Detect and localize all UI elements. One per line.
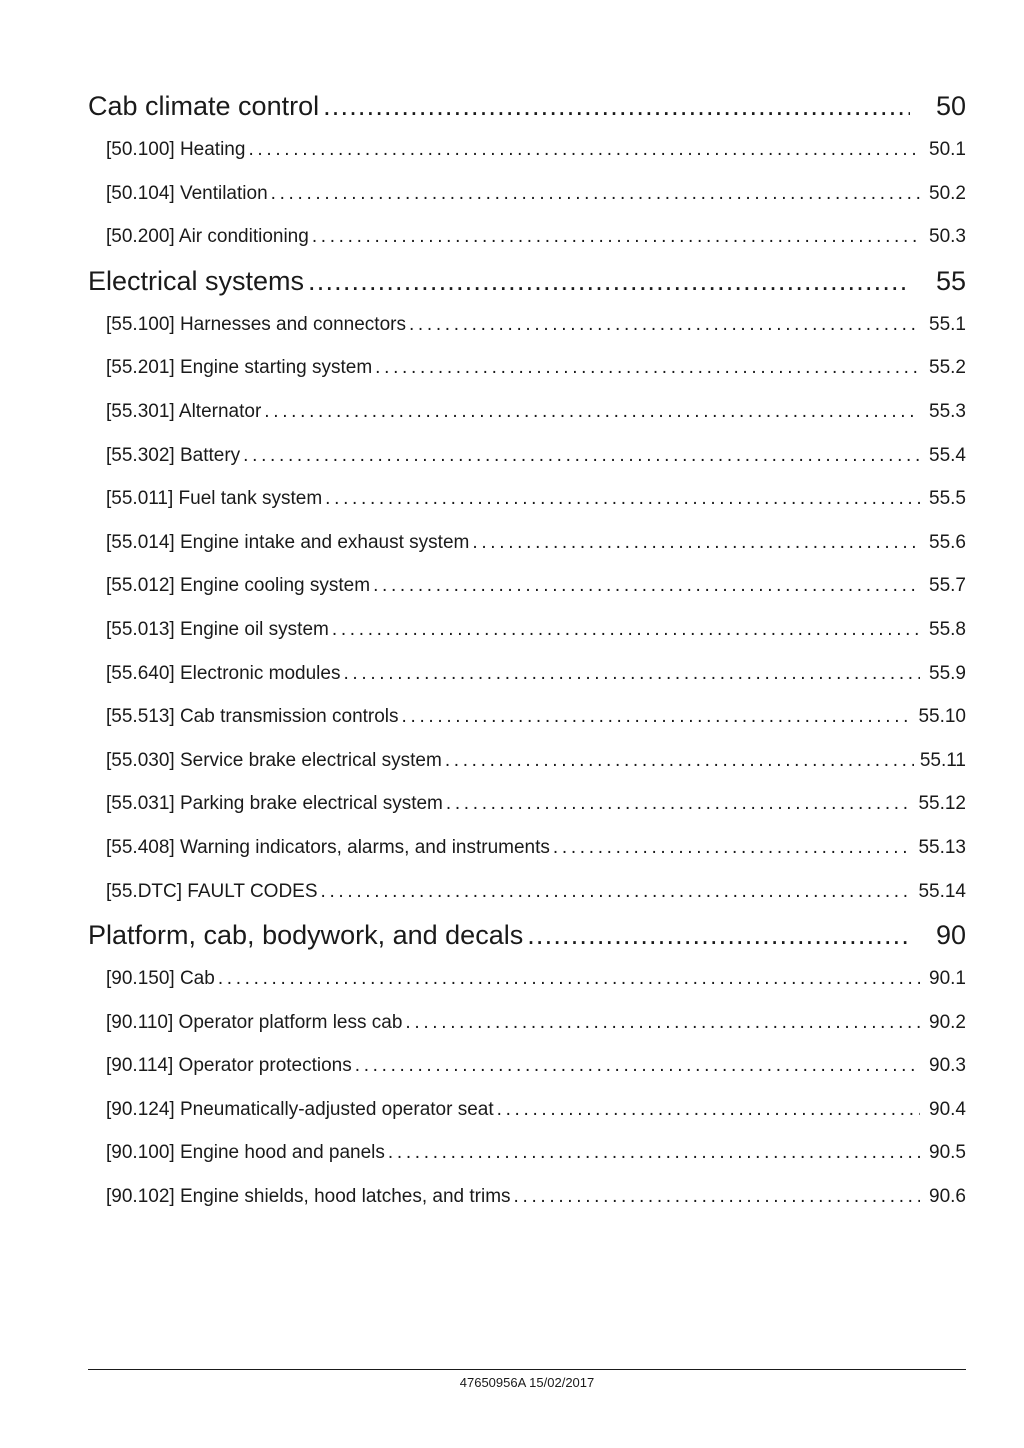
toc-entry[interactable]: [88, 477, 966, 521]
footer-document-id: 47650956A 15/02/2017: [459, 1375, 595, 1390]
toc-section-heading[interactable]: [88, 913, 966, 957]
entry-label: [50.100] Heating: [106, 139, 246, 160]
section-page-number: 90: [935, 920, 966, 951]
section-title: Cab climate control: [88, 91, 320, 121]
entry-page-number: 55.4: [929, 444, 966, 466]
toc-entry[interactable]: [88, 434, 966, 478]
dot-leader: [402, 695, 913, 739]
entry-label: [90.124] Pneumatically-adjusted operator seat: [106, 1098, 494, 1120]
entry-page-number: 55.7: [929, 575, 966, 597]
entry-page-number: 90.4: [929, 1098, 966, 1120]
entry-page-number: 55.14: [918, 880, 966, 902]
dot-leader: [312, 215, 920, 259]
toc-entry[interactable]: [88, 128, 966, 172]
dot-leader: [343, 652, 920, 696]
entry-label: [55.301] Alternator: [106, 400, 262, 422]
toc-entry[interactable]: [88, 521, 966, 565]
dot-leader: [409, 303, 920, 347]
dot-leader: [446, 782, 913, 826]
dot-leader: [325, 477, 920, 521]
entry-page-number: 55.2: [929, 357, 966, 379]
entry-label: [55.408] Warning indicators, alarms, and instruments: [106, 836, 550, 858]
entry-label: [90.110] Operator platform less cab: [106, 1011, 403, 1033]
entry-label: [50.104] Ventilation: [106, 182, 268, 204]
entry-label: [90.150] Cab: [106, 968, 215, 990]
entry-page-number: 50.3: [929, 226, 966, 248]
toc-entry[interactable]: [88, 390, 966, 434]
entry-label: [55.302] Battery: [106, 444, 241, 466]
entry-label: [55.201] Engine starting system: [106, 357, 373, 379]
entry-page-number: 55.5: [929, 488, 966, 510]
entry-page-number: 90.3: [929, 1055, 966, 1077]
toc-entry[interactable]: [88, 1088, 966, 1132]
section-page-number: 50: [935, 91, 966, 121]
entry-label: [55.031] Parking brake electrical system: [106, 793, 443, 815]
toc-entry[interactable]: [88, 303, 966, 347]
toc-section-heading[interactable]: [88, 84, 966, 128]
toc-entry[interactable]: [88, 870, 966, 914]
dot-leader: [514, 1175, 920, 1219]
entry-page-number: 55.10: [918, 706, 966, 728]
dot-leader: [388, 1131, 920, 1175]
dot-leader: [264, 390, 920, 434]
toc-entry[interactable]: [88, 1001, 966, 1045]
dot-leader: [271, 172, 920, 216]
dot-leader: [472, 521, 920, 565]
dot-leader: [553, 826, 913, 870]
toc-entry[interactable]: [88, 957, 966, 1001]
entry-page-number: 55.8: [929, 618, 966, 640]
dot-leader: [373, 564, 920, 608]
dot-leader: [405, 1001, 920, 1045]
entry-label: [55.100] Harnesses and connectors: [106, 313, 406, 335]
toc-entry[interactable]: [88, 1044, 966, 1088]
toc-entry[interactable]: [88, 1131, 966, 1175]
footer-divider: [88, 1369, 966, 1370]
toc-section-heading[interactable]: [88, 259, 966, 303]
toc-entry[interactable]: [88, 215, 966, 259]
entry-label: [55.640] Electronic modules: [106, 662, 341, 684]
entry-label: [55.513] Cab transmission controls: [106, 706, 399, 728]
entry-label: [55.014] Engine intake and exhaust system: [106, 531, 470, 553]
toc-entry[interactable]: [88, 172, 966, 216]
toc-entry[interactable]: [88, 782, 966, 826]
entry-page-number: 55.13: [918, 836, 966, 858]
entry-label: [50.200] Air conditioning: [106, 226, 309, 248]
dot-leader: [527, 913, 910, 957]
dot-leader: [497, 1088, 920, 1132]
entry-page-number: 50.1: [929, 139, 966, 160]
entry-label: [90.100] Engine hood and panels: [106, 1142, 385, 1164]
section-title: Platform, cab, bodywork, and decals: [88, 920, 524, 951]
entry-label: [90.102] Engine shields, hood latches, and trims: [106, 1186, 511, 1208]
toc-entry[interactable]: [88, 608, 966, 652]
dot-leader: [321, 870, 913, 914]
entry-page-number: 55.12: [918, 793, 966, 815]
entry-page-number: 55.9: [929, 662, 966, 684]
entry-label: [55.DTC] FAULT CODES: [106, 880, 318, 902]
dot-leader: [243, 434, 920, 478]
dot-leader: [375, 346, 920, 390]
entry-page-number: 55.1: [929, 313, 966, 335]
entry-label: [55.030] Service brake electrical system: [106, 749, 442, 771]
toc-entry[interactable]: [88, 695, 966, 739]
dot-leader: [445, 739, 914, 783]
entry-label: [55.012] Engine cooling system: [106, 575, 371, 597]
entry-page-number: 50.2: [929, 182, 966, 204]
entry-page-number: 90.1: [929, 968, 966, 990]
toc-entry[interactable]: [88, 739, 966, 783]
entry-page-number: 55.3: [929, 400, 966, 422]
toc-entry[interactable]: [88, 346, 966, 390]
section-title: Electrical systems: [88, 265, 305, 296]
dot-leader: [248, 128, 920, 172]
entry-label: [55.011] Fuel tank system: [106, 488, 323, 510]
entry-page-number: 55.11: [919, 749, 966, 771]
dot-leader: [323, 84, 910, 128]
entry-page-number: 90.5: [929, 1142, 966, 1164]
dot-leader: [332, 608, 920, 652]
table-of-contents: [88, 84, 966, 1219]
toc-entry[interactable]: [88, 564, 966, 608]
toc-entry[interactable]: [88, 826, 966, 870]
dot-leader: [308, 259, 910, 303]
dot-leader: [218, 957, 920, 1001]
toc-entry[interactable]: [88, 1175, 966, 1219]
dot-leader: [355, 1044, 920, 1088]
toc-entry[interactable]: [88, 652, 966, 696]
section-page-number: 55: [935, 265, 966, 296]
entry-label: [55.013] Engine oil system: [106, 618, 329, 640]
entry-label: [90.114] Operator protections: [106, 1055, 352, 1077]
entry-page-number: 90.2: [929, 1011, 966, 1033]
entry-page-number: 55.6: [929, 531, 966, 553]
entry-page-number: 90.6: [929, 1186, 966, 1208]
